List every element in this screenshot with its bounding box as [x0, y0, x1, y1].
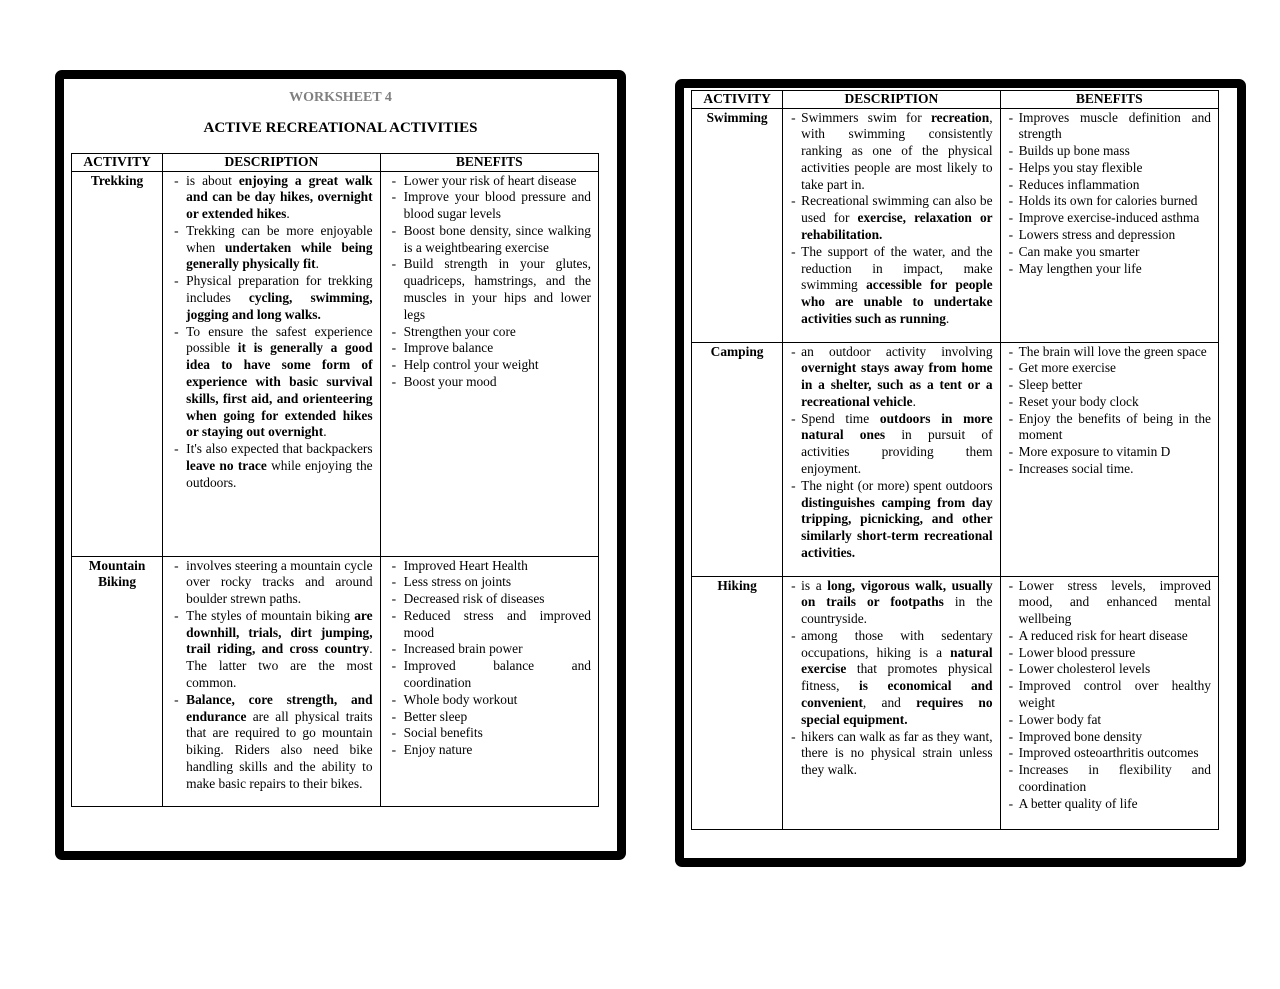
description-text: , and — [862, 695, 917, 711]
description-item — [791, 478, 992, 562]
activities-table-left — [71, 153, 599, 807]
description-item — [171, 273, 372, 323]
description-item — [791, 729, 992, 779]
benefit-item: - Increases social time. — [1009, 461, 1211, 478]
description-text-bold: cycling, swimming, jogging and long walks. — [186, 290, 373, 322]
description-text-bold: are downhill, trials, dirt jumping, trail riding, and cross country — [186, 607, 373, 657]
benefit-item: - Improved Heart Health — [389, 558, 591, 575]
table-header-row — [72, 154, 599, 172]
description-text: that promotes physical fitness, — [801, 661, 993, 694]
description-item — [791, 628, 992, 729]
benefit-item: - Whole body workout — [389, 692, 591, 709]
description-text-bold: leave no trace — [186, 458, 267, 474]
description-text: in the countryside. — [801, 594, 993, 627]
benefits-list — [389, 558, 591, 760]
description-text: . — [286, 206, 290, 222]
benefit-item: - Can make you smarter — [1009, 244, 1211, 261]
benefit-item: - Build strength in your glutes, quadriceps, hamstrings, and the muscles in your hips and lower legs — [389, 256, 591, 323]
description-text-bold: natural exercise — [801, 644, 993, 677]
description-text: . — [315, 256, 319, 272]
description-text: The styles of mountain biking — [186, 607, 355, 623]
activity-benefits — [1000, 108, 1218, 342]
benefit-item: - Enjoy the benefits of being in the moment — [1009, 411, 1211, 445]
benefit-item: - Improve exercise-induced asthma — [1009, 210, 1211, 227]
benefit-item: - Help control your weight — [389, 357, 591, 374]
header-description: DESCRIPTION — [163, 154, 380, 172]
description-list — [791, 344, 992, 562]
description-list — [791, 578, 992, 780]
benefits-list — [389, 173, 591, 391]
activity-description — [163, 171, 380, 556]
activity-name: Camping — [692, 342, 783, 576]
activity-benefits — [380, 171, 598, 556]
description-text-bold: Balance, core strength, and endurance — [186, 691, 373, 724]
description-item — [791, 110, 992, 194]
description-text: . The latter two are the most common. — [186, 641, 373, 691]
description-item — [791, 578, 992, 628]
activity-row-mountain-biking — [72, 556, 599, 806]
description-text-bold: it is generally a good idea to have some form of experience with basic survival skills, first aid, and orienteering when going for extended hikes or staying out overnight — [186, 340, 373, 440]
description-text: in pursuit of activities providing them enjoyment. — [801, 427, 993, 477]
description-text: The night (or more) spent outdoors — [801, 477, 993, 493]
description-text: To ensure the safest experience possible — [186, 323, 373, 356]
benefit-item: - Improved osteoarthritis outcomes — [1009, 745, 1211, 762]
activity-description — [783, 342, 1000, 576]
description-text-bold: exercise, relaxation or rehabilitation. — [801, 210, 993, 243]
activity-benefits — [1000, 342, 1218, 576]
benefit-item: - Enjoy nature — [389, 742, 591, 759]
description-item — [171, 558, 372, 608]
activity-description — [783, 108, 1000, 342]
activity-name: Hiking — [692, 576, 783, 829]
description-text-bold: undertaken while being generally physically fit — [186, 239, 373, 272]
benefit-item: - May lengthen your life — [1009, 261, 1211, 278]
benefit-item: - Lower body fat — [1009, 712, 1211, 729]
benefit-item: - Lower your risk of heart disease — [389, 173, 591, 190]
benefit-item: - The brain will love the green space — [1009, 344, 1211, 361]
description-text-bold: is economical and convenient — [801, 678, 993, 711]
description-text: , with swimming consistently ranking as one of the physical activities people are most likely to take part in. — [801, 109, 993, 192]
worksheet-subtitle: ACTIVE RECREATIONAL ACTIVITIES — [203, 120, 478, 136]
description-text-bold: recreation — [930, 109, 990, 125]
benefits-list — [1009, 344, 1211, 478]
activity-row-camping — [692, 342, 1219, 576]
benefit-item: - Improved bone density — [1009, 729, 1211, 746]
benefit-item: - More exposure to vitamin D — [1009, 444, 1211, 461]
description-text-bold: long, vigorous walk, usually on trails or footpaths — [801, 577, 993, 610]
activity-row-trekking — [72, 171, 599, 556]
benefit-item: - Increased brain power — [389, 641, 591, 658]
activity-description — [783, 576, 1000, 829]
description-text: Recreational swimming can also be used for — [801, 193, 993, 226]
activity-name: Trekking — [72, 171, 163, 556]
benefit-item: - Reduces inflammation — [1009, 177, 1211, 194]
description-text: while enjoying the outdoors. — [186, 458, 373, 490]
description-text: Physical preparation for trekking includes — [186, 273, 373, 306]
description-text: It's also expected that backpackers — [186, 441, 373, 457]
benefit-item: - Lower cholesterol levels — [1009, 661, 1211, 678]
description-text: among those with sedentary occupations, hiking is a — [801, 627, 993, 660]
table-header-row — [692, 91, 1219, 109]
description-text: Spend time — [801, 410, 880, 426]
worksheet-title: WORKSHEET 4 — [289, 90, 392, 105]
worksheet-page-right — [675, 79, 1246, 867]
activity-description — [163, 556, 380, 806]
description-text: . — [912, 393, 916, 409]
benefit-item: - Improved balance and coordination — [389, 658, 591, 692]
description-text-bold: outdoors in more natural ones — [801, 410, 993, 443]
description-item — [791, 411, 992, 478]
benefit-item: - A reduced risk for heart disease — [1009, 628, 1211, 645]
activity-name: Swimming — [692, 108, 783, 342]
benefit-item: - Improved control over healthy weight — [1009, 678, 1211, 712]
description-text: Swimmers swim for — [801, 109, 931, 125]
description-text: an outdoor activity involving — [801, 343, 993, 359]
benefit-item: - Get more exercise — [1009, 360, 1211, 377]
description-text: involves steering a mountain cycle over rocky tracks and around boulder strewn paths. — [186, 557, 373, 607]
benefit-item: - Boost bone density, since walking is a weightbearing exercise — [389, 223, 591, 257]
activity-row-hiking — [692, 576, 1219, 829]
benefit-item: - Strengthen your core — [389, 324, 591, 341]
description-item — [171, 324, 372, 442]
activity-name: Mountain Biking — [72, 556, 163, 806]
description-text: The support of the water, and the reduction in impact, make swimming — [801, 243, 993, 293]
description-text: is a — [801, 577, 828, 593]
description-text: Trekking can be more enjoyable when — [186, 222, 373, 255]
benefit-item: - Lower blood pressure — [1009, 645, 1211, 662]
description-text-bold: distinguishes camping from day tripping, picnicking, and other similarly short-term recreational activities. — [801, 494, 993, 561]
header-activity: ACTIVITY — [72, 154, 163, 172]
description-item — [171, 608, 372, 692]
benefit-item: - Better sleep — [389, 709, 591, 726]
benefit-item: - Boost your mood — [389, 374, 591, 391]
benefit-item: - Social benefits — [389, 725, 591, 742]
description-text: hikers can walk as far as they want, there is no physical strain unless they walk. — [801, 728, 993, 778]
activity-benefits — [1000, 576, 1218, 829]
benefit-item: - Lower stress levels, improved mood, and enhanced mental wellbeing — [1009, 578, 1211, 628]
description-list — [171, 558, 372, 793]
benefit-item: - Helps you stay flexible — [1009, 160, 1211, 177]
description-text: are all physical traits that are required to go mountain biking. Riders also need bike handling skills and the ability to make basic repairs to their bikes. — [186, 708, 373, 791]
description-text: is about — [186, 172, 239, 188]
benefits-list — [1009, 110, 1211, 278]
description-list — [791, 110, 992, 328]
benefit-item: - Builds up bone mass — [1009, 143, 1211, 160]
description-item — [791, 344, 992, 411]
description-text-bold: overnight stays away from home in a shelter, such as a tent or a recreational vehicle — [801, 360, 993, 409]
header-activity: ACTIVITY — [692, 91, 783, 109]
worksheet-page-left — [55, 70, 626, 860]
description-text: . — [945, 311, 950, 327]
description-text: . — [323, 424, 327, 440]
description-text-bold: accessible for people who are unable to undertake activities such as running — [801, 277, 993, 327]
description-item — [791, 193, 992, 243]
header-description: DESCRIPTION — [783, 91, 1000, 109]
description-item — [171, 441, 372, 491]
description-item — [171, 692, 372, 793]
description-item — [171, 223, 372, 273]
benefit-item: - Sleep better — [1009, 377, 1211, 394]
header-benefits: BENEFITS — [1000, 91, 1218, 109]
header-benefits: BENEFITS — [380, 154, 598, 172]
description-list — [171, 173, 372, 492]
benefit-item: - Reduced stress and improved mood — [389, 608, 591, 642]
benefit-item: - Increases in flexibility and coordination — [1009, 762, 1211, 796]
benefit-item: - Decreased risk of diseases — [389, 591, 591, 608]
activity-row-swimming — [692, 108, 1219, 342]
benefit-item: - Improve your blood pressure and blood sugar levels — [389, 189, 591, 223]
activity-benefits — [380, 556, 598, 806]
activities-table-right — [691, 90, 1219, 830]
description-text-bold: enjoying a great walk and can be day hikes, overnight or extended hikes — [186, 172, 373, 222]
benefit-item: - Lowers stress and depression — [1009, 227, 1211, 244]
benefit-item: - Improve balance — [389, 340, 591, 357]
benefit-item: - A better quality of life — [1009, 796, 1211, 813]
benefit-item: - Reset your body clock — [1009, 394, 1211, 411]
benefit-item: - Holds its own for calories burned — [1009, 193, 1211, 210]
description-text-bold: requires no special equipment. — [801, 695, 993, 727]
description-item — [171, 173, 372, 223]
description-item — [791, 244, 992, 328]
benefit-item: - Less stress on joints — [389, 574, 591, 591]
benefit-item: - Improves muscle definition and strength — [1009, 110, 1211, 144]
benefits-list — [1009, 578, 1211, 813]
